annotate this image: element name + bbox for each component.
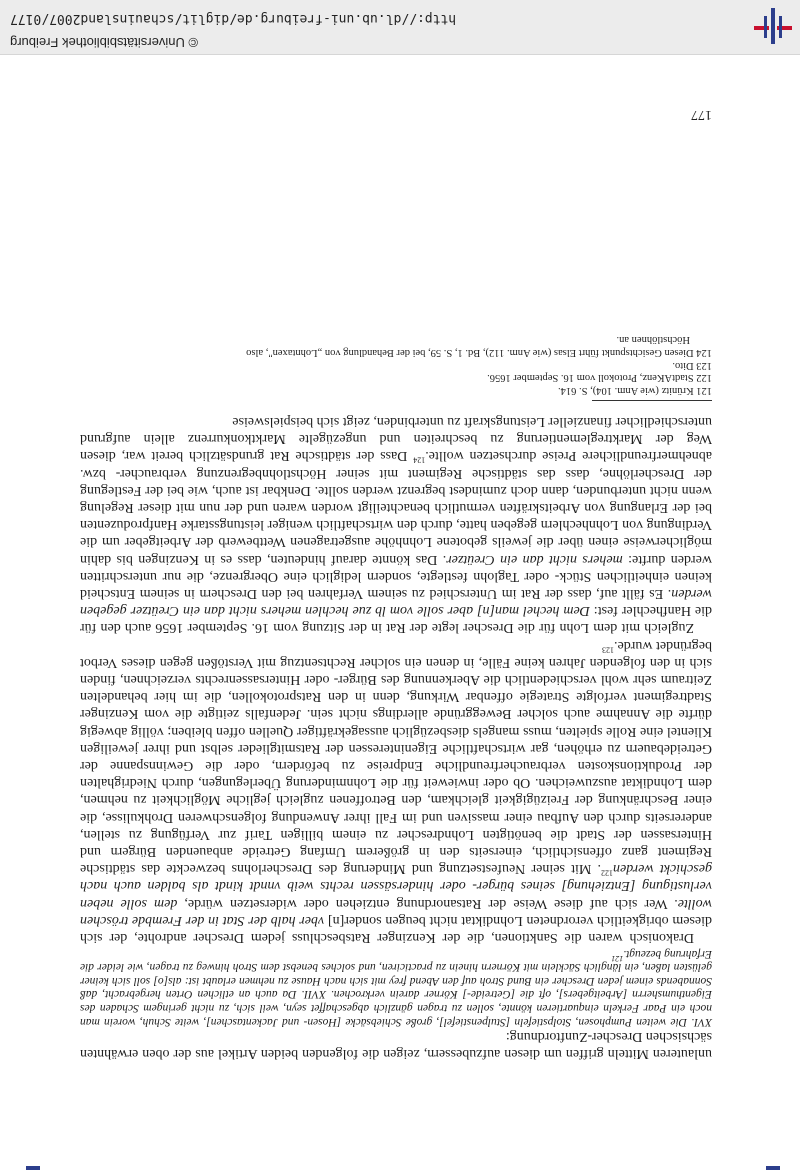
block-quote: XVI. Die weiten Pumphosen, Stolpstiefeln [Stulpenstiefel], große Schiebsäcke [Hosen- und Jackentaschen], weite Schuh, worein man noch ein Paar Ferkeln einquartieren könnte, sollen zu tragen gänzlich abgeschaffet seyn, weil sich, zu nicht geringem Schaden des Eigenthumsherrn [Arbeitgebers], oft die [Getreide-] Körner darein verkrochen. XVII. Da auch an etlichen Orten hergebracht, daß Sonnabends einem jeden Drescher ein Bund Stroh auf den Abend frey mit sich nach Hause zu nehmen erlaubt ist: als[o] soll sich keiner gelüsten laßen, ein länglich Säcklein mit Körnern hinein zu practiciren, und solches benebst dem Stroh hinweg zu tragen, wie leider die Erfahrung bezeugt.$^{121}$ (80, 947, 712, 1028)
university-library-logo (752, 6, 794, 46)
scan-corner-mark (26, 1166, 40, 1170)
footnote-ref: 124 (413, 456, 426, 465)
footnote: 121 Krünitz (wie Anm. 104), S. 614. (558, 384, 712, 396)
body-paragraph: Zugleich mit dem Lohn für die Drescher legte der Rat in der Sitzung vom 16. September 1656 auch den für die Hanfhechler fest: Dem hechel man[n] aber solle vom lb zue hechlen mehers nicht dan ein Creützer gegeben werden. Es fällt auf, dass der Rat im Unterschied zu seinem Verfahren bei den Dreschern in seinem Entscheid keinen einheitlichen Stück- oder Taglohn festlegte, sondern lediglich eine Obergrenze, die nur unterschritten werden durfte: mehers nicht dan ein Creützer. Das könnte darauf hindeuten, dass es in Kenzingen bis dahin möglicherweise einen über die jeweils gebotene Lohnhöhe ausgetragenen Wettbewerb der Arbeitgeber um die Verdingung von Lohnhechlern gegeben hatte, durch den wirtschaftlich weniger leistungsstarke Hanfproduzenten bei der Erlangung von Arbeitskräften vermutlich benachteiligt worden waren und der nun mit dieser Regelung wenn nicht unterbunden, dann doch zumindest begrenzt werden sollte. Denkbar ist auch, wie bei der Festlegung der Drescherlöhne, dass das städtische Regiment mit seiner Höchstlohnbegrenzung verbraucher- bzw. abnehmerfreundlichere Preise durchsetzen wollte.$^{124}$ Dass der städtische Rat grundsätzlich bereit war, diesen Weg der Marktreglementierung zu beschreiten und ungezügelte Marktkonkurrenz allein aufgrund unterschiedlicher finanzieller Leistungskraft zu unterbinden, zeigt sich beispielsweise (79, 413, 712, 636)
body-paragraph: Drakonisch waren die Sanktionen, die der Kenzinger Ratsbeschluss jedem Drescher androhte, der sich diesem obrigkeitlich verordneten Lohndiktat nicht beugen sonder[n] vber halb der Stat in der Frembde tröschen wollte. Wer sich auf diese Weise der Ratsanordnung entziehen oder widersetzen würde, dem solle neben verlustigung [Entziehung] seines bürger- oder hindersässen rechts weib vnndt kindt als balden auch nach geschickt werden$^{122}$. Mit seiner Neufestsetzung und Minderung des Drescherlohns bezweckte das städtische Regiment ganz offensichtlich, einerseits den in größerem Umfang Getreide anbauenden Bürgern und Hintersassen der Stadt die benötigten Lohndrescher zu einem billigen Tarif zur Verfügung zu stellen, andererseits durch den Aufbau einer massiven und im Fall ihrer Anwendung folgenschweren Drohkulisse, die einer Beschränkung der Freizügigkeit gleichkam, den Betroffenen zugleich jegliche Möglichkeit zu nehmen, dem Lohndiktat auszuweichen. Ob oder inwieweit für die Lohnminderung Überlegungen, durch Niedrighalten der Produktionskosten verbraucherfreundliche Endpreise zu befördern, oder die Gewinnspanne der Getreidebauern zu erhöhen, gar wirtschaftliche Eigeninteressen der Ratsmitglieder selbst und ihrer jeweiligen Klientel eine Rolle spielten, muss mangels diesbezüglich aussagekräftiger Quellen offen bleiben; völlig abwegig dürfte die Annahme auch solcher Beweggründe allerdings nicht sein. Jedenfalls zeitigte die vom Kenzinger Stadtregiment verfolgte Strategie offenbar Wirkung, denn in den Ratsprotokollen, die im hier behandelten Zeitraum sehr wohl verschiedentlich die Aberkennung des Bürger- oder Hintersassenrechts verzeichnen, finden sich in den folgenden Jahren keine Fälle, in denen ein solcher Rechtsentzug mit Verstößen gegen dieses Verbot begründet wurde.$^{123}$ (80, 637, 712, 946)
footnote: 124 Diesen Gesichtspunkt führt Elsas (wie Anm. 112), Bd. 1, S. 59, bei der Behandlung von „Lohntaxen", also (246, 346, 712, 358)
copyright-notice: © Universitätsbibliothek Freiburg (10, 35, 199, 50)
footnotes (80, 333, 712, 396)
source-url[interactable]: http://dl.ub.uni-freiburg.de/diglit/schauinsland2007/0177 (10, 11, 457, 26)
footnote: 123 Dito. (672, 359, 712, 371)
scan-corner-mark (766, 1166, 780, 1170)
page-number: 177 (691, 107, 712, 122)
intro-paragraph: unlauteren Mitteln griffen um diesen aufzubessern, zeigen die folgenden beiden Artikel aus der oben erwähnten sächsischen Drescher-Zunftordnung: (80, 1028, 712, 1061)
footnote-continuation: Höchstlöhnen an. (616, 334, 690, 346)
digitization-banner (0, 0, 800, 55)
page-body (80, 333, 712, 1062)
footnote-ref: 121 (611, 953, 624, 963)
footnote: 122 StadtAKenz, Protokoll vom 16. September 1656. (487, 372, 712, 384)
footnote-divider (592, 400, 712, 401)
footnote-ref: 123 (602, 645, 615, 655)
footnote-ref: 122 (601, 868, 614, 878)
